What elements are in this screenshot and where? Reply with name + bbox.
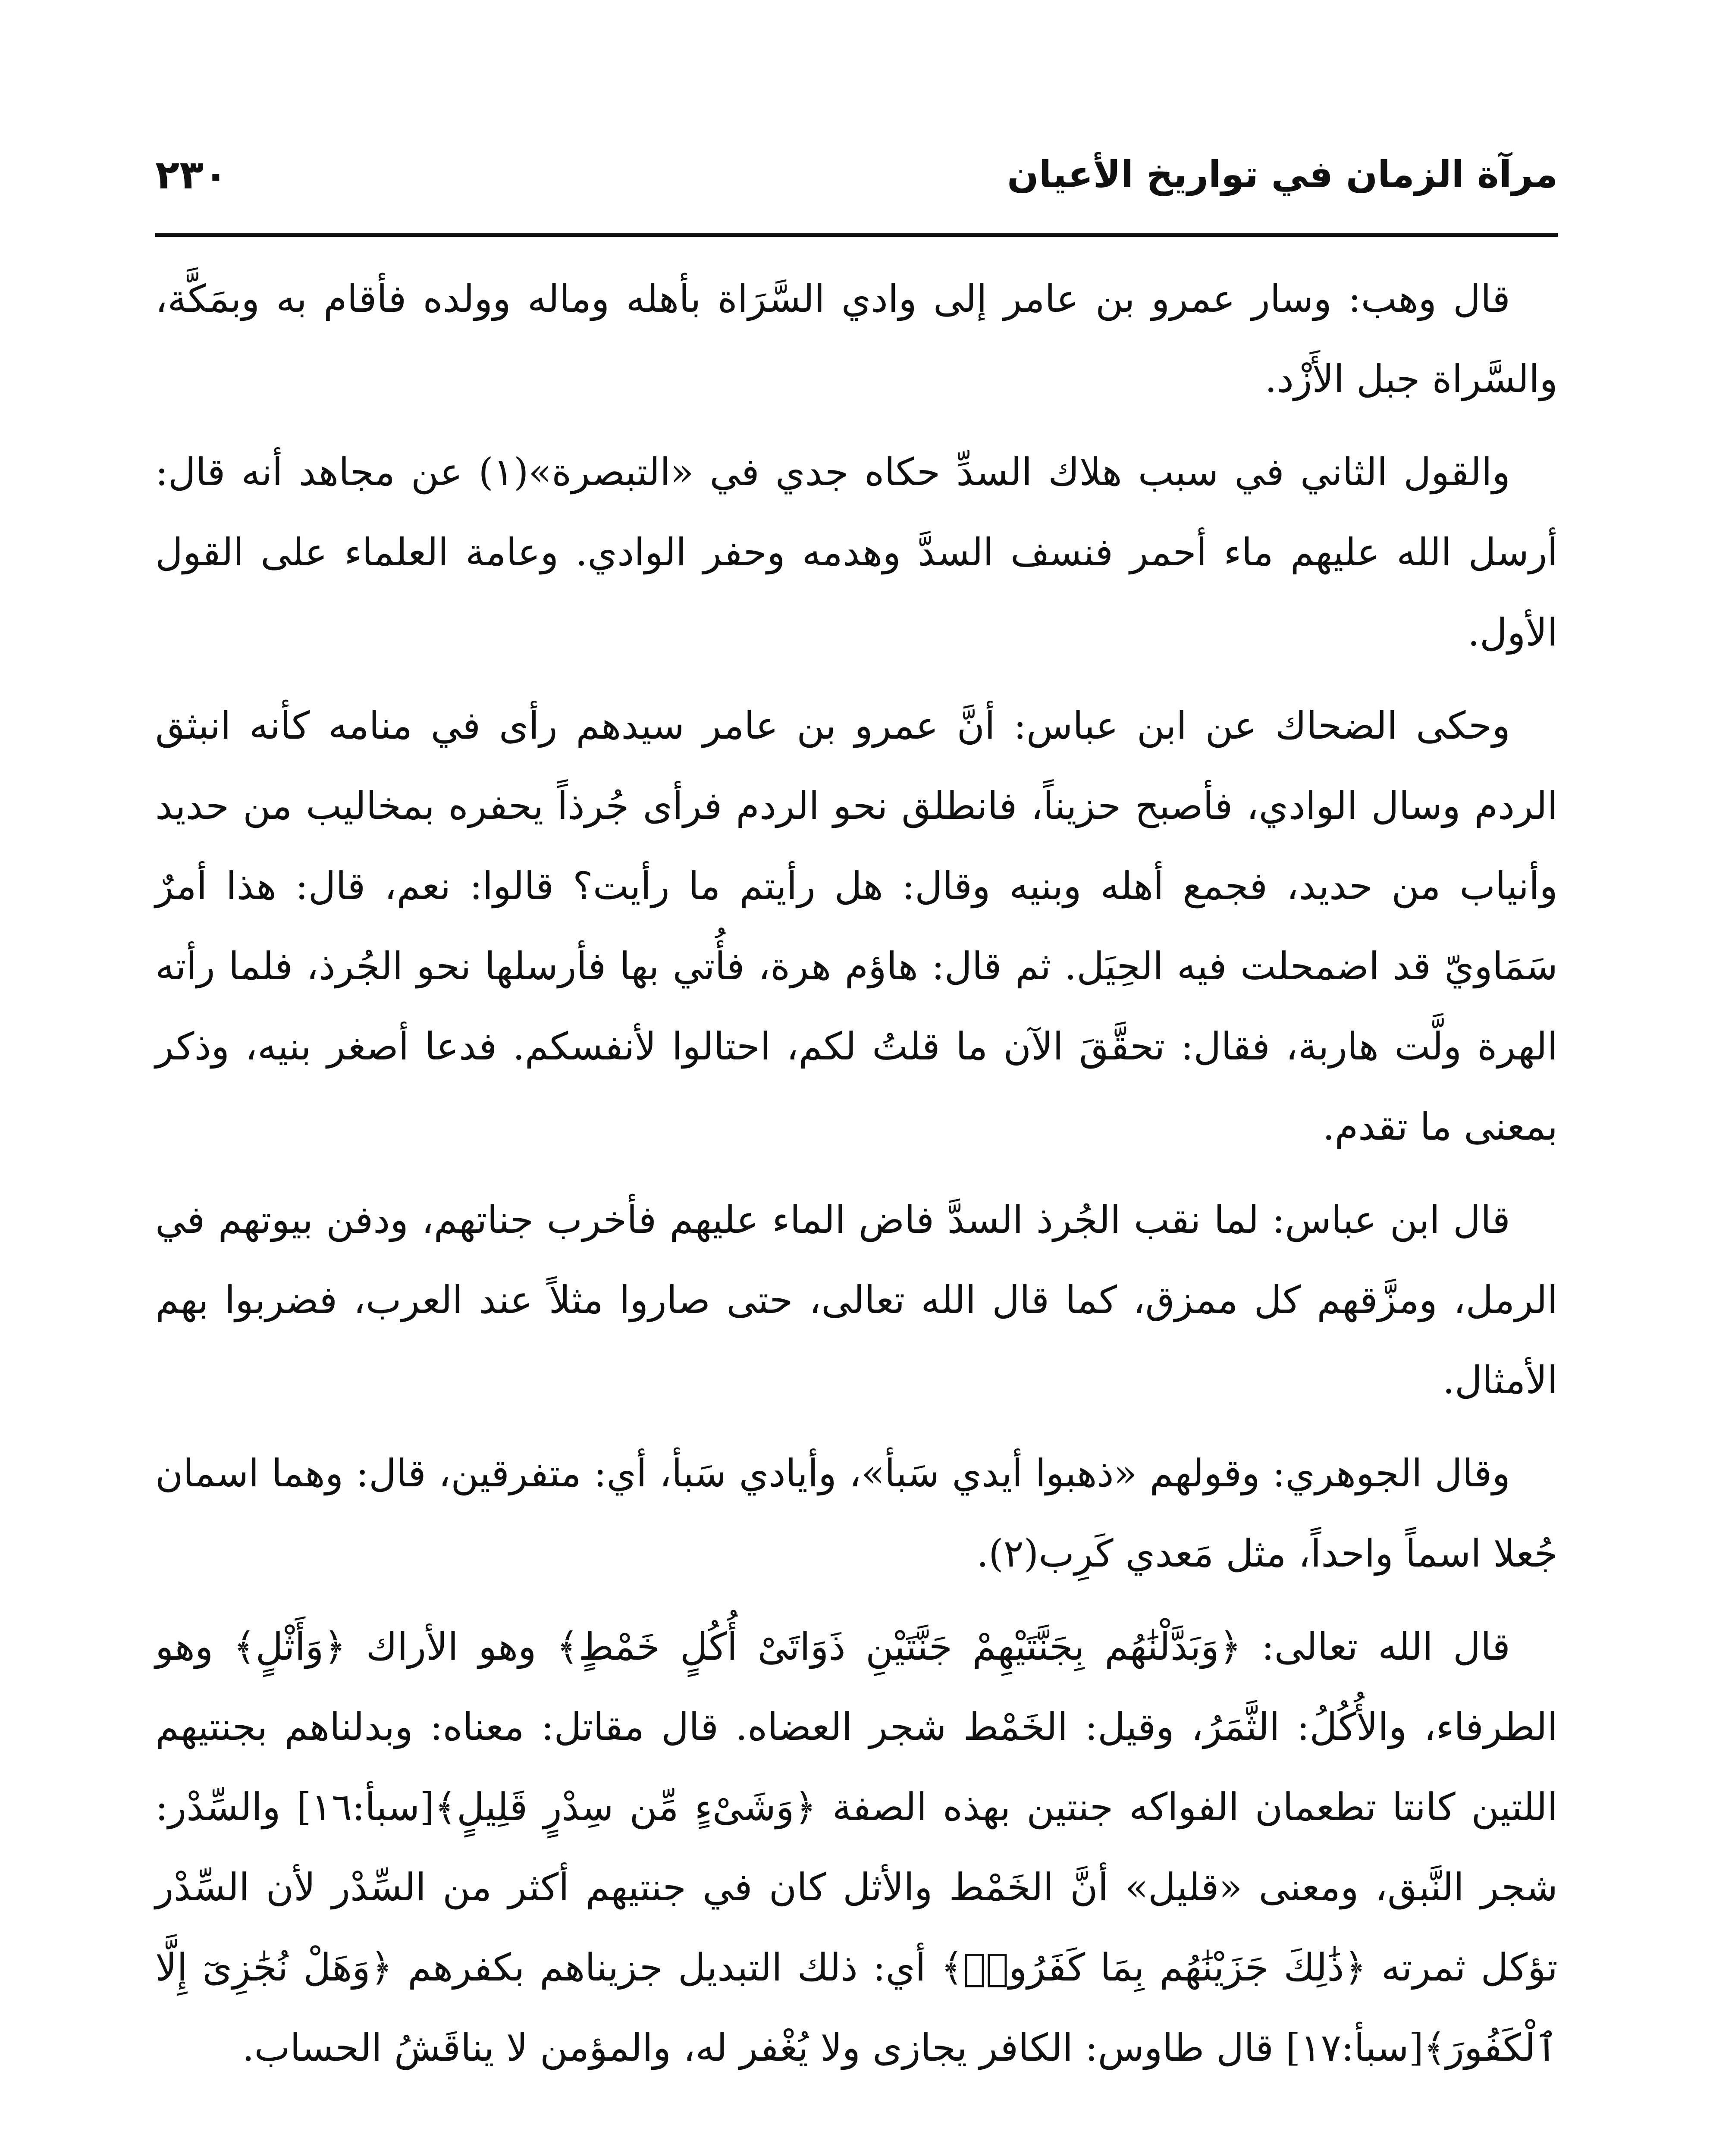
paragraph-jawhari: وقال الجوهري: وقولهم «ذهبوا أيدي سَبأ»، وأيادي سَبأ، أي: متفرقين، قال: وهما اسمان جُعلا اسماً واحداً، مثل مَعدي كَرِب(٢). <box>155 1451 1558 1576</box>
paragraph-ibn-abbas: قال ابن عباس: لما نقب الجُرذ السدَّ فاض الماء عليهم فأخرب جناتهم، ودفن بيوتهم في الرمل، ومزَّقهم كل ممزق، كما قال الله تعالى، حتى صاروا مثلاً عند العرب، فضربوا بهم الأمثال. <box>155 1197 1558 1402</box>
main-text <box>155 259 1558 2101</box>
paragraph-quran-commentary: قال الله تعالى: ﴿وَبَدَّلْنَٰهُم بِجَنَّتَيْهِمْ جَنَّتَيْنِ ذَوَاتَىْ أُكُلٍ خَمْطٍ﴾ وهو الأراك ﴿وَأَثْلٍ﴾ وهو الطرفاء، والأُكُلُ: الثَّمَرُ، وقيل: الخَمْط شجر العضاه. قال مقاتل: معناه: وبدلناهم بجنتيهم اللتين كانتا تطعمان الفواكه جنتين بهذه الصفة ﴿وَشَىْءٍ مِّن سِدْرٍ قَلِيلٍ﴾[سبأ:١٦] والسِّدْر: شجر النَّبق، ومعنى «قليل» أنَّ الخَمْط والأثل كان في جنتيهم أكثر من السِّدْر لأن السِّدْر تؤكل ثمرته ﴿ذَٰلِكَ جَزَيْنَٰهُم بِمَا كَفَرُوا۟﴾ أي: ذلك التبديل جزيناهم بكفرهم ﴿وَهَلْ نُجَٰزِىٓ إِلَّا ٱلْكَفُورَ﴾[سبأ:١٧] قال طاوس: الكافر يجازى ولا يُغْفر له، والمؤمن لا يناقَشُ الحساب. <box>155 1624 1558 2070</box>
book-title: مرآة الزمان في تواريخ الأعيان <box>1007 153 1558 196</box>
paragraph-second-saying: والقول الثاني في سبب هلاك السدِّ حكاه جدي في «التبصرة»(١) عن مجاهد أنه قال: أرسل الله عليهم ماء أحمر فنسف السدَّ وهدمه وحفر الوادي. وعامة العلماء على القول الأول. <box>155 450 1558 655</box>
running-header <box>155 142 1558 207</box>
header-divider <box>155 233 1558 237</box>
page-number: ٢٣٠ <box>155 151 228 198</box>
paragraph-dahhak: وحكى الضحاك عن ابن عباس: أنَّ عمرو بن عامر سيدهم رأى في منامه كأنه انبثق الردم وسال الوادي، فأصبح حزيناً، فانطلق نحو الردم فرأى جُرذاً يحفره بمخاليب من حديد وأنياب من حديد، فجمع أهله وبنيه وقال: هل رأيتم ما رأيت؟ قالوا: نعم، قال: هذا أمرٌ سَمَاويّ قد اضمحلت فيه الحِيَل. ثم قال: هاؤم هرة، فأُتي بها فأرسلها نحو الجُرذ، فلما رأته الهرة ولَّت هاربة، فقال: تحقَّقَ الآن ما قلتُ لكم، احتالوا لأنفسكم. فدعا أصغر بنيه، وذكر بمعنى ما تقدم. <box>155 703 1558 1149</box>
paragraph-wahb: قال وهب: وسار عمرو بن عامر إلى وادي السَّرَاة بأهله وماله وولده فأقام به وبمَكَّة، والسَّراة جبل الأَزْد. <box>155 276 1558 401</box>
